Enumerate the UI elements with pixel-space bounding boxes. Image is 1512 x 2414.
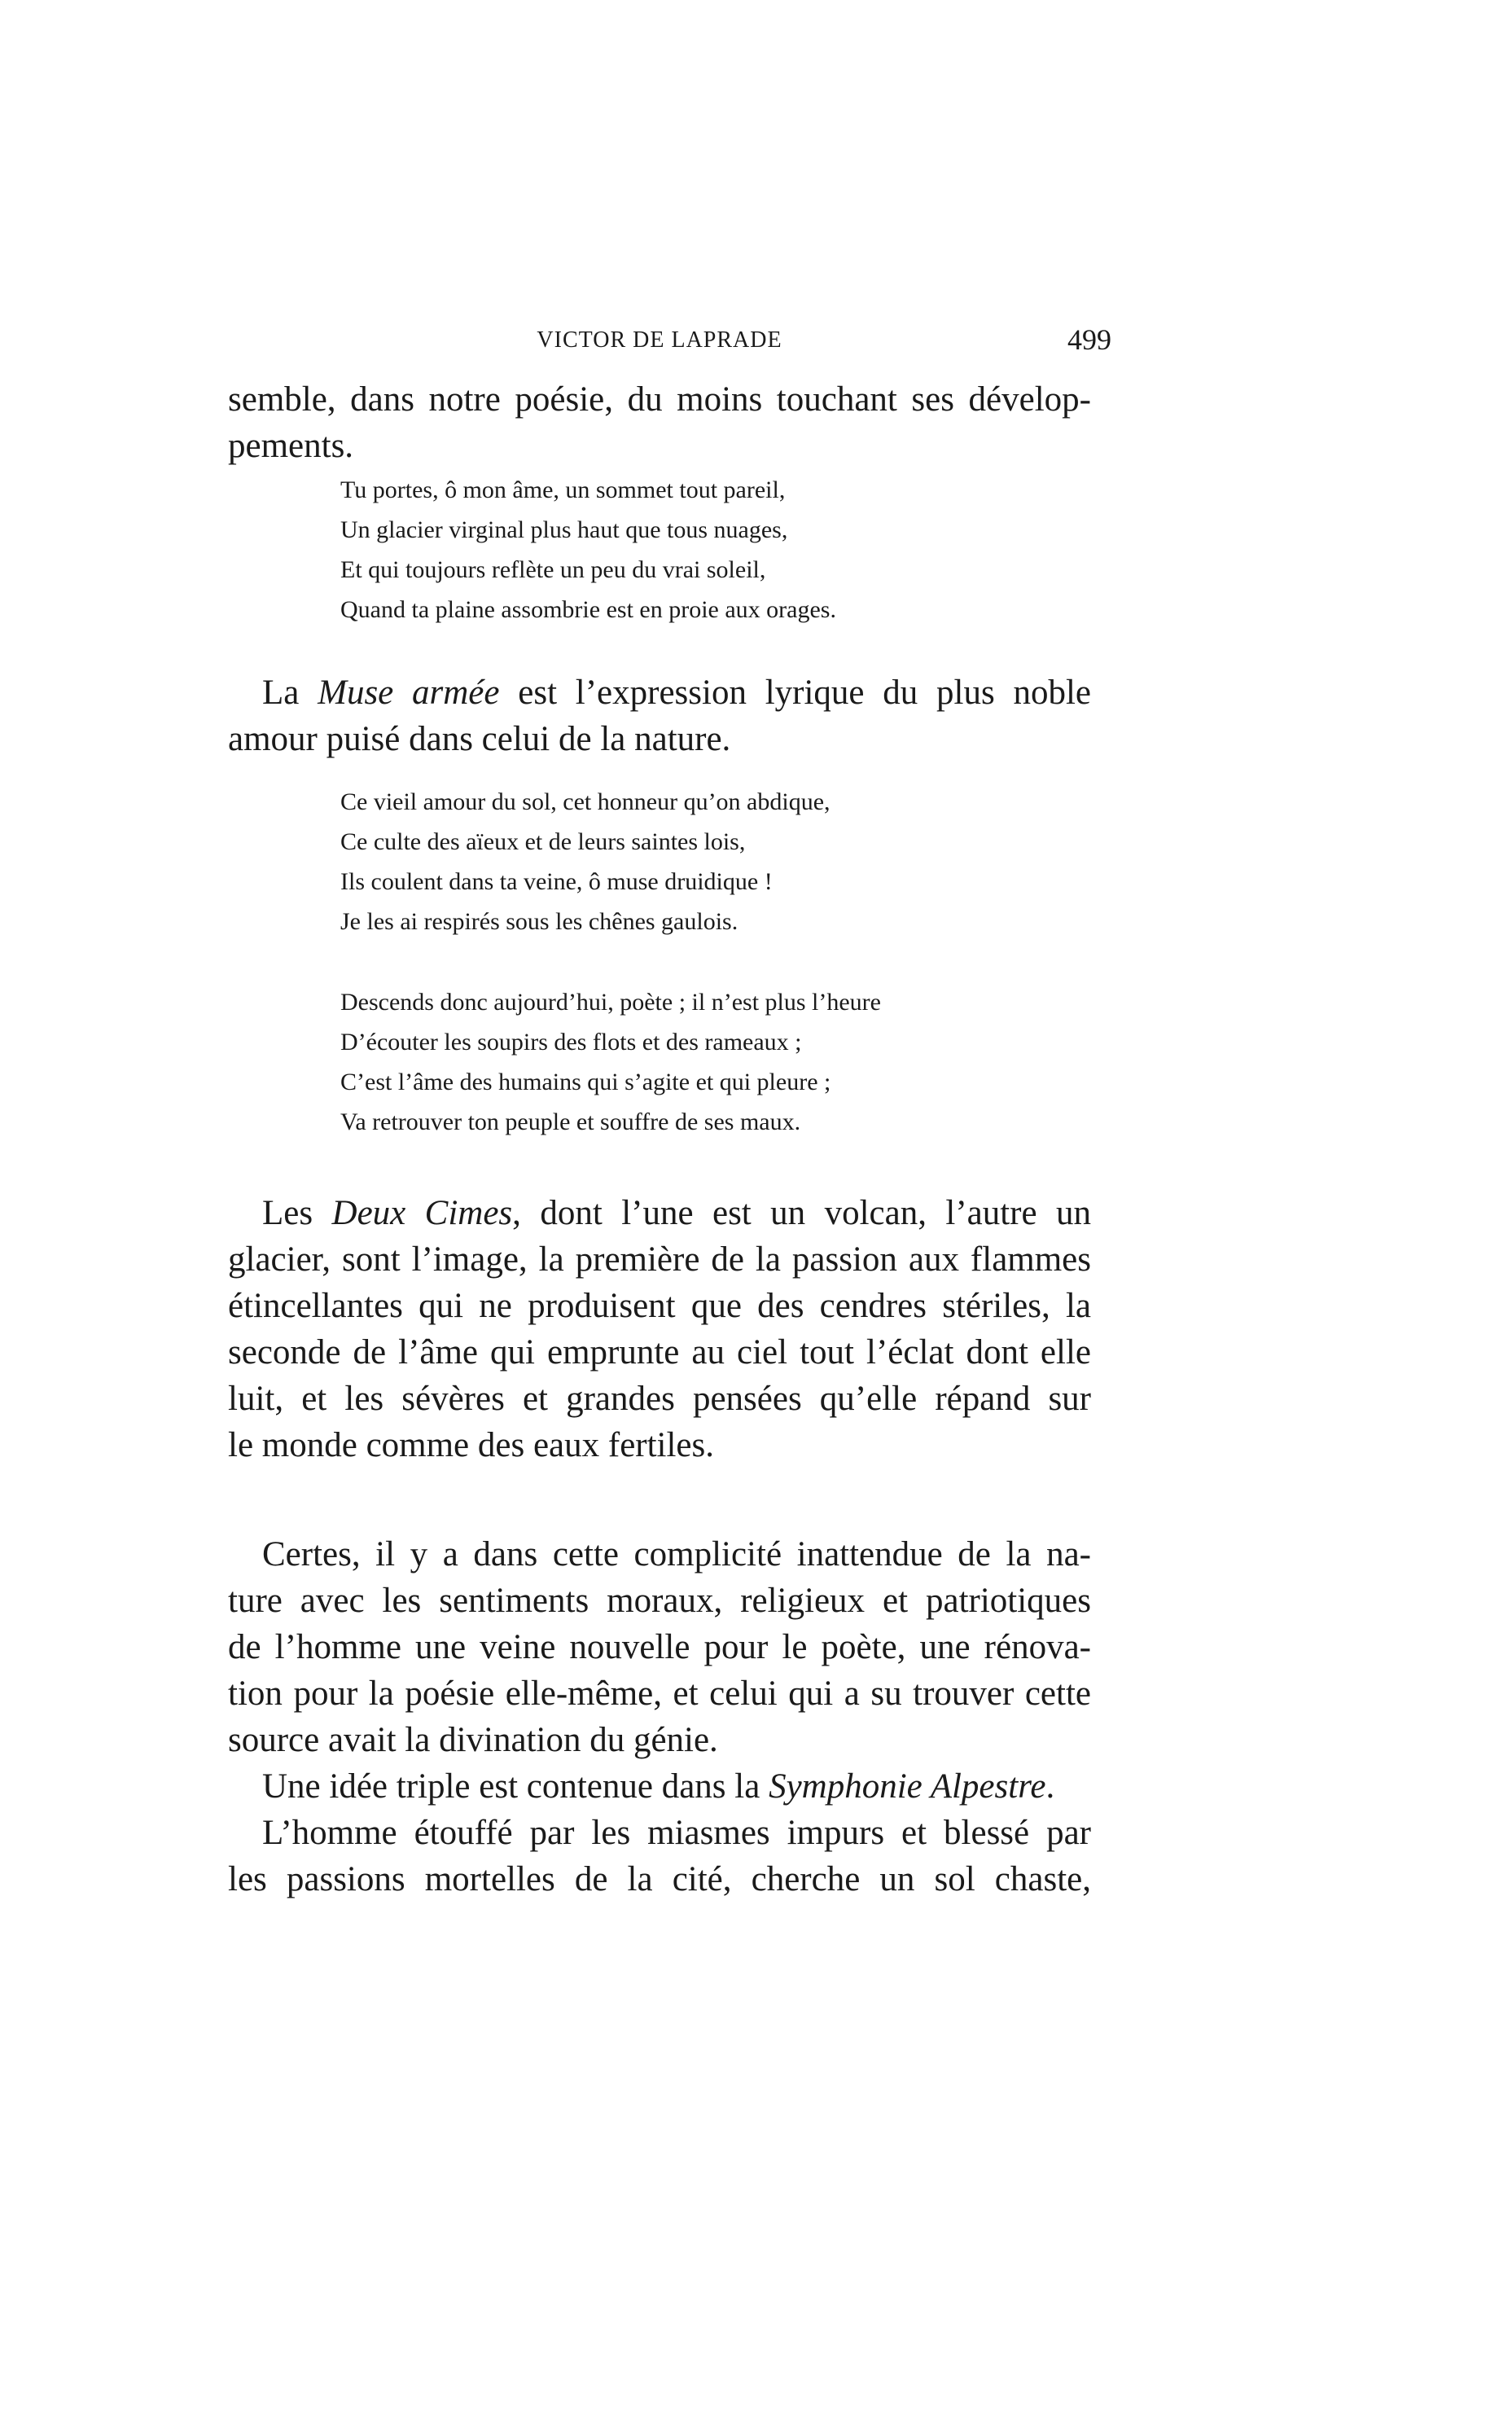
verse-line: Ils coulent dans ta veine, ô muse druidique ! (340, 868, 773, 895)
certes-para-line: source avait la divination du génie. (228, 1721, 718, 1759)
cimes-para-line: le monde comme des eaux fertiles. (228, 1426, 715, 1464)
symphonie-para (228, 1763, 1091, 1810)
verse-line: Je les ai respirés sous les chênes gaulois. (340, 908, 738, 935)
verse-line: C’est l’âme des humains qui s’agite et qui pleure ; (340, 1069, 831, 1095)
verse-stanza-3 (340, 982, 881, 1142)
cimes-para-line: seconde de l’âme qui emprunte au ciel tout l’éclat dont elle (228, 1333, 1091, 1372)
cimes-para-line: étincellantes qui ne produisent que des cendres stériles, la (228, 1287, 1091, 1325)
verse-line: Et qui toujours reflète un peu du vrai soleil, (340, 556, 766, 583)
muse-para-line-1 (228, 669, 1091, 716)
running-title: VICTOR DE LAPRADE (537, 327, 782, 353)
page-number: 499 (1067, 323, 1111, 356)
certes-para-line: tion pour la poésie elle-même, et celui qui a su trouver cette (228, 1674, 1091, 1713)
verse-line: Un glacier virginal plus haut que tous nuages, (340, 516, 788, 543)
certes-para-line: ture avec les sentiments moraux, religieux et patriotiques (228, 1582, 1091, 1620)
text: , dont l’une est un volcan, l’autre un (512, 1194, 1091, 1232)
verse-line: Descends donc aujourd’hui, poète ; il n’est plus l’heure (340, 989, 881, 1016)
verse-line: Va retrouver ton peuple et souffre de ses maux. (340, 1108, 801, 1135)
work-title-symphonie-alpestre: Symphonie Alpestre (769, 1767, 1046, 1806)
text: est l’expression lyrique du plus noble (499, 674, 1091, 712)
verse-stanza-2 (340, 782, 831, 941)
verse-line: D’écouter les soupirs des flots et des rameaux ; (340, 1029, 802, 1056)
verse-line: Tu portes, ô mon âme, un sommet tout pareil, (340, 476, 786, 503)
text: . (1045, 1767, 1055, 1806)
verse-line: Ce vieil amour du sol, cet honneur qu’on abdique, (340, 788, 831, 815)
work-title-muse-armee: Muse armée (318, 674, 500, 712)
text: Une idée triple est contenue dans la (262, 1767, 769, 1806)
verse-line: Ce culte des aïeux et de leurs saintes lois, (340, 828, 746, 855)
cimes-para-line: glacier, sont l’image, la première de la passion aux flammes (228, 1240, 1091, 1279)
intro-line-2: pements. (228, 427, 354, 465)
cimes-para-line-1 (228, 1190, 1091, 1236)
cimes-para-line: luit, et les sévères et grandes pensées qu’elle répand sur (228, 1380, 1091, 1418)
muse-para-line-2: amour puisé dans celui de la nature. (228, 720, 731, 758)
homme-para-line-2: les passions mortelles de la cité, cherche un sol chaste, (228, 1860, 1091, 1898)
verse-line: Quand ta plaine assombrie est en proie aux orages. (340, 596, 836, 623)
text: La (262, 674, 318, 712)
certes-para-line: Certes, il y a dans cette complicité inattendue de la na- (262, 1535, 1091, 1573)
verse-stanza-1 (340, 470, 836, 630)
work-title-deux-cimes: Deux Cimes (331, 1194, 513, 1232)
certes-para-line: de l’homme une veine nouvelle pour le poète, une rénova- (228, 1628, 1091, 1666)
text: Les (262, 1194, 332, 1232)
homme-para-line-1: L’homme étouffé par les miasmes impurs et blessé par (262, 1814, 1091, 1852)
intro-line-1: semble, dans notre poésie, du moins touchant ses dévelop- (228, 380, 1091, 419)
